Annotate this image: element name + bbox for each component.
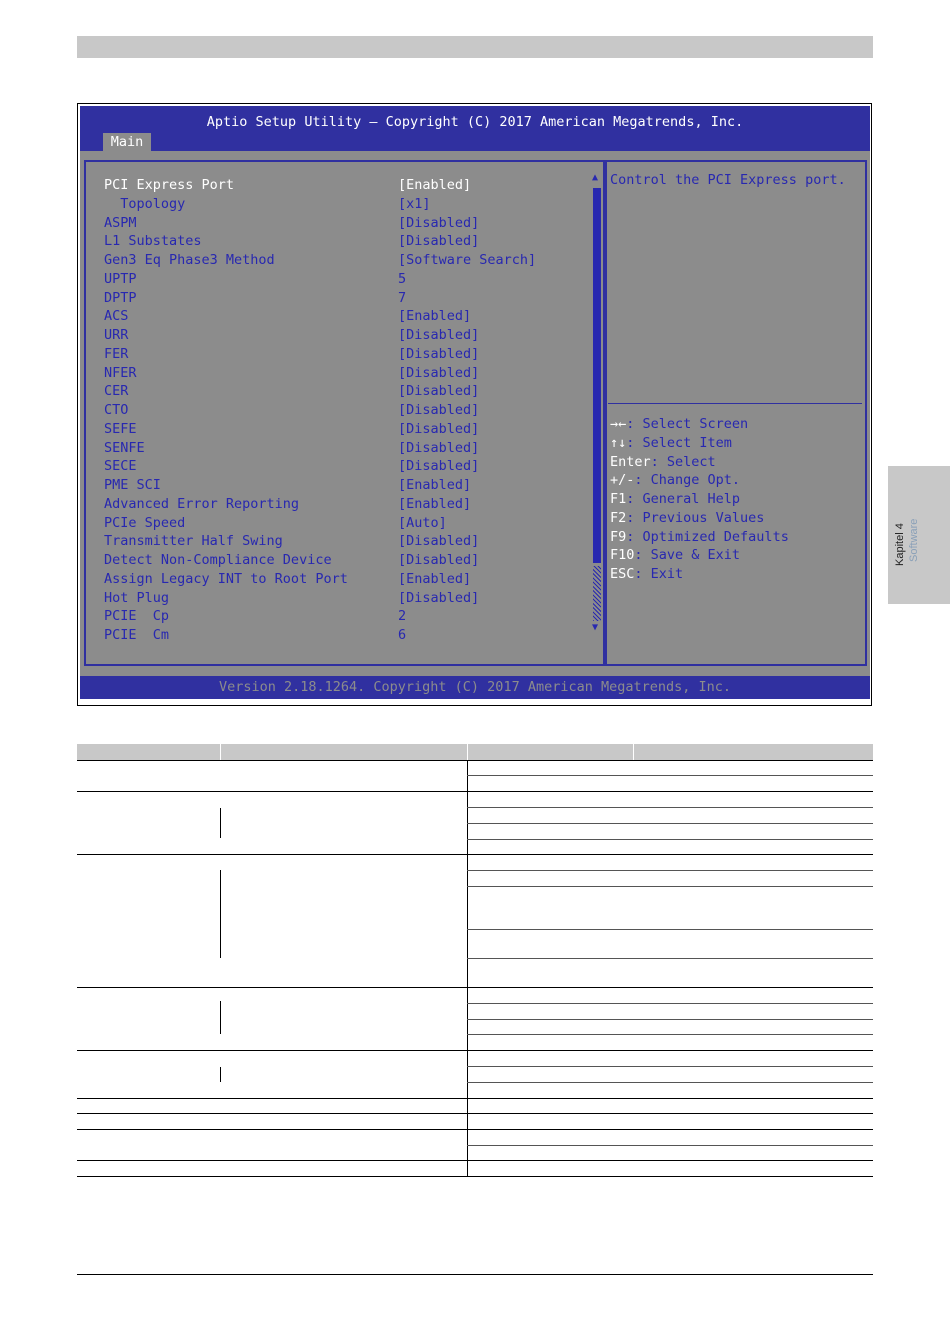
key-legend-item (610, 490, 789, 509)
setting-value[interactable]: [Disabled] (398, 327, 480, 343)
table-rule (467, 823, 873, 824)
key-name: ESC (610, 566, 635, 582)
setting-label: Transmitter Half Swing (104, 533, 283, 550)
key-description: : Exit (634, 566, 684, 582)
setting-label: SEFE (104, 420, 137, 437)
setting-label: PCIE Cp (104, 608, 170, 625)
setting-value[interactable]: [Enabled] (398, 177, 472, 193)
table-rule (77, 854, 873, 855)
table-cell-divider (220, 1001, 221, 1034)
table-header-divider (633, 744, 634, 760)
key-legend-item (610, 528, 789, 547)
key-legend-item (610, 453, 789, 472)
table-cell-divider (220, 1067, 221, 1082)
setting-label: DPTP (104, 289, 137, 306)
key-name: F10 (610, 547, 635, 564)
setting-value[interactable]: [Disabled] (398, 552, 480, 568)
key-legend (610, 415, 789, 584)
key-name: →← (610, 416, 627, 432)
table-rule (467, 1145, 873, 1146)
table-rule (467, 775, 873, 776)
setting-value[interactable]: [Disabled] (398, 233, 480, 250)
setting-value[interactable]: [Software Search] (398, 252, 537, 268)
setting-label: CER (104, 383, 129, 400)
setting-value[interactable]: [Disabled] (398, 420, 480, 437)
setting-label: SENFE (104, 439, 145, 456)
setting-value[interactable]: [Disabled] (398, 383, 480, 400)
table-rule (467, 1019, 873, 1020)
table-header-divider (220, 744, 221, 760)
table-rule (467, 1003, 873, 1004)
key-name: F9 (610, 528, 627, 545)
table-header-divider (467, 744, 468, 760)
setting-label: UPTP (104, 270, 137, 287)
setting-value[interactable]: [Disabled] (398, 458, 480, 475)
setting-label: PCIE Cm (104, 627, 170, 643)
setting-value[interactable]: 2 (398, 608, 407, 625)
key-description: : Select Item (626, 434, 732, 451)
setting-label: Hot Plug (104, 589, 170, 606)
scroll-down-icon[interactable]: ▼ (592, 622, 599, 633)
table-rule (467, 958, 873, 959)
key-description: : Change Opt. (634, 472, 741, 489)
key-legend-item (610, 546, 789, 565)
setting-label: ACS (104, 308, 129, 325)
page-footer-rule (77, 1274, 873, 1275)
key-name: F1 (610, 491, 627, 507)
help-text: Control the PCI Express port. (610, 172, 846, 188)
key-legend-item (610, 434, 789, 453)
bios-setup-screen (80, 106, 870, 699)
key-description: : Select Screen (626, 416, 749, 432)
setting-value[interactable]: [Disabled] (398, 439, 480, 456)
key-legend-item (610, 415, 789, 434)
setting-label: NFER (104, 364, 137, 381)
setting-value[interactable]: [Disabled] (398, 589, 480, 606)
table-cell-divider (220, 870, 221, 958)
setting-label: ASPM (104, 214, 137, 231)
setting-label: Detect Non-Compliance Device (104, 552, 332, 568)
page-header-bar (77, 36, 873, 58)
key-name: F2 (610, 509, 627, 526)
setting-value[interactable]: [Disabled] (398, 214, 480, 231)
setting-label: CTO (104, 402, 129, 418)
table-rule (77, 791, 873, 792)
setting-label: PCIe Speed (104, 514, 186, 531)
key-description: : Optimized Defaults (626, 528, 789, 545)
setting-value[interactable]: [Enabled] (398, 308, 472, 325)
table-header (77, 744, 873, 760)
scroll-up-icon[interactable]: ▲ (592, 172, 599, 183)
key-description: : Previous Values (626, 509, 765, 526)
table-rule (77, 760, 873, 761)
key-name: ↑↓ (610, 434, 627, 451)
scrollbar-thumb[interactable] (593, 188, 601, 563)
table-rule (77, 1129, 873, 1130)
key-description: : Select (650, 453, 716, 470)
setting-label: Topology (104, 195, 186, 212)
chapter-label: Kapitel 4 (894, 523, 906, 566)
setting-label: SECE (104, 458, 137, 475)
table-rule (77, 987, 873, 988)
setting-label: Advanced Error Reporting (104, 495, 300, 512)
key-legend-item (610, 509, 789, 528)
setting-value[interactable]: [Auto] (398, 514, 447, 531)
key-legend-item (610, 471, 789, 490)
table-cell-divider (220, 808, 221, 838)
setting-value[interactable]: 7 (398, 289, 407, 306)
setting-value[interactable]: [Enabled] (398, 570, 472, 587)
setting-label: URR (104, 327, 129, 343)
table-rule (77, 1050, 873, 1051)
setting-value[interactable]: [Disabled] (398, 402, 480, 418)
table-rule (467, 1066, 873, 1067)
table-rule (77, 1098, 873, 1099)
key-description: : Save & Exit (634, 547, 741, 564)
setting-value[interactable]: [Enabled] (398, 495, 472, 512)
table-rule (467, 929, 873, 930)
help-panel (605, 160, 867, 666)
table-rule (467, 886, 873, 887)
chapter-side-tab (888, 466, 950, 604)
bios-footer: Version 2.18.1264. Copyright (C) 2017 American Megatrends, Inc. (80, 676, 870, 699)
table-rule (77, 1113, 873, 1114)
table-rule (77, 1176, 873, 1177)
table-rule (467, 807, 873, 808)
key-description: : General Help (626, 491, 741, 507)
setting-value[interactable]: [Disabled] (398, 345, 480, 362)
tab-main[interactable]: Main (103, 133, 151, 151)
setting-value[interactable]: [Disabled] (398, 533, 480, 550)
setting-label: Gen3 Eq Phase3 Method (104, 252, 275, 268)
key-legend-item (610, 565, 789, 584)
key-name: Enter (610, 453, 651, 470)
table-rule (467, 839, 873, 840)
setting-value[interactable]: 5 (398, 270, 407, 287)
scrollbar-track[interactable] (593, 566, 601, 621)
setting-value[interactable]: 6 (398, 627, 407, 643)
table-rule (467, 1034, 873, 1035)
setting-value[interactable]: [x1] (398, 195, 431, 212)
setting-label: Assign Legacy INT to Root Port (104, 570, 348, 587)
bios-header (80, 106, 870, 151)
key-name: +/- (610, 472, 635, 489)
table-rule (77, 1160, 873, 1161)
setting-value[interactable]: [Enabled] (398, 477, 472, 493)
table-rule (467, 870, 873, 871)
setting-label: PME SCI (104, 477, 161, 493)
setting-label: FER (104, 345, 129, 362)
setting-value[interactable]: [Disabled] (398, 364, 480, 381)
section-label: Software (908, 518, 920, 562)
table-rule (467, 1082, 873, 1083)
bios-title: Aptio Setup Utility – Copyright (C) 2017 American Megatrends, Inc. (206, 114, 744, 130)
help-separator (608, 403, 862, 404)
setting-label: L1 Substates (104, 233, 202, 250)
setting-label: PCI Express Port (104, 177, 235, 193)
settings-table (77, 744, 873, 1177)
